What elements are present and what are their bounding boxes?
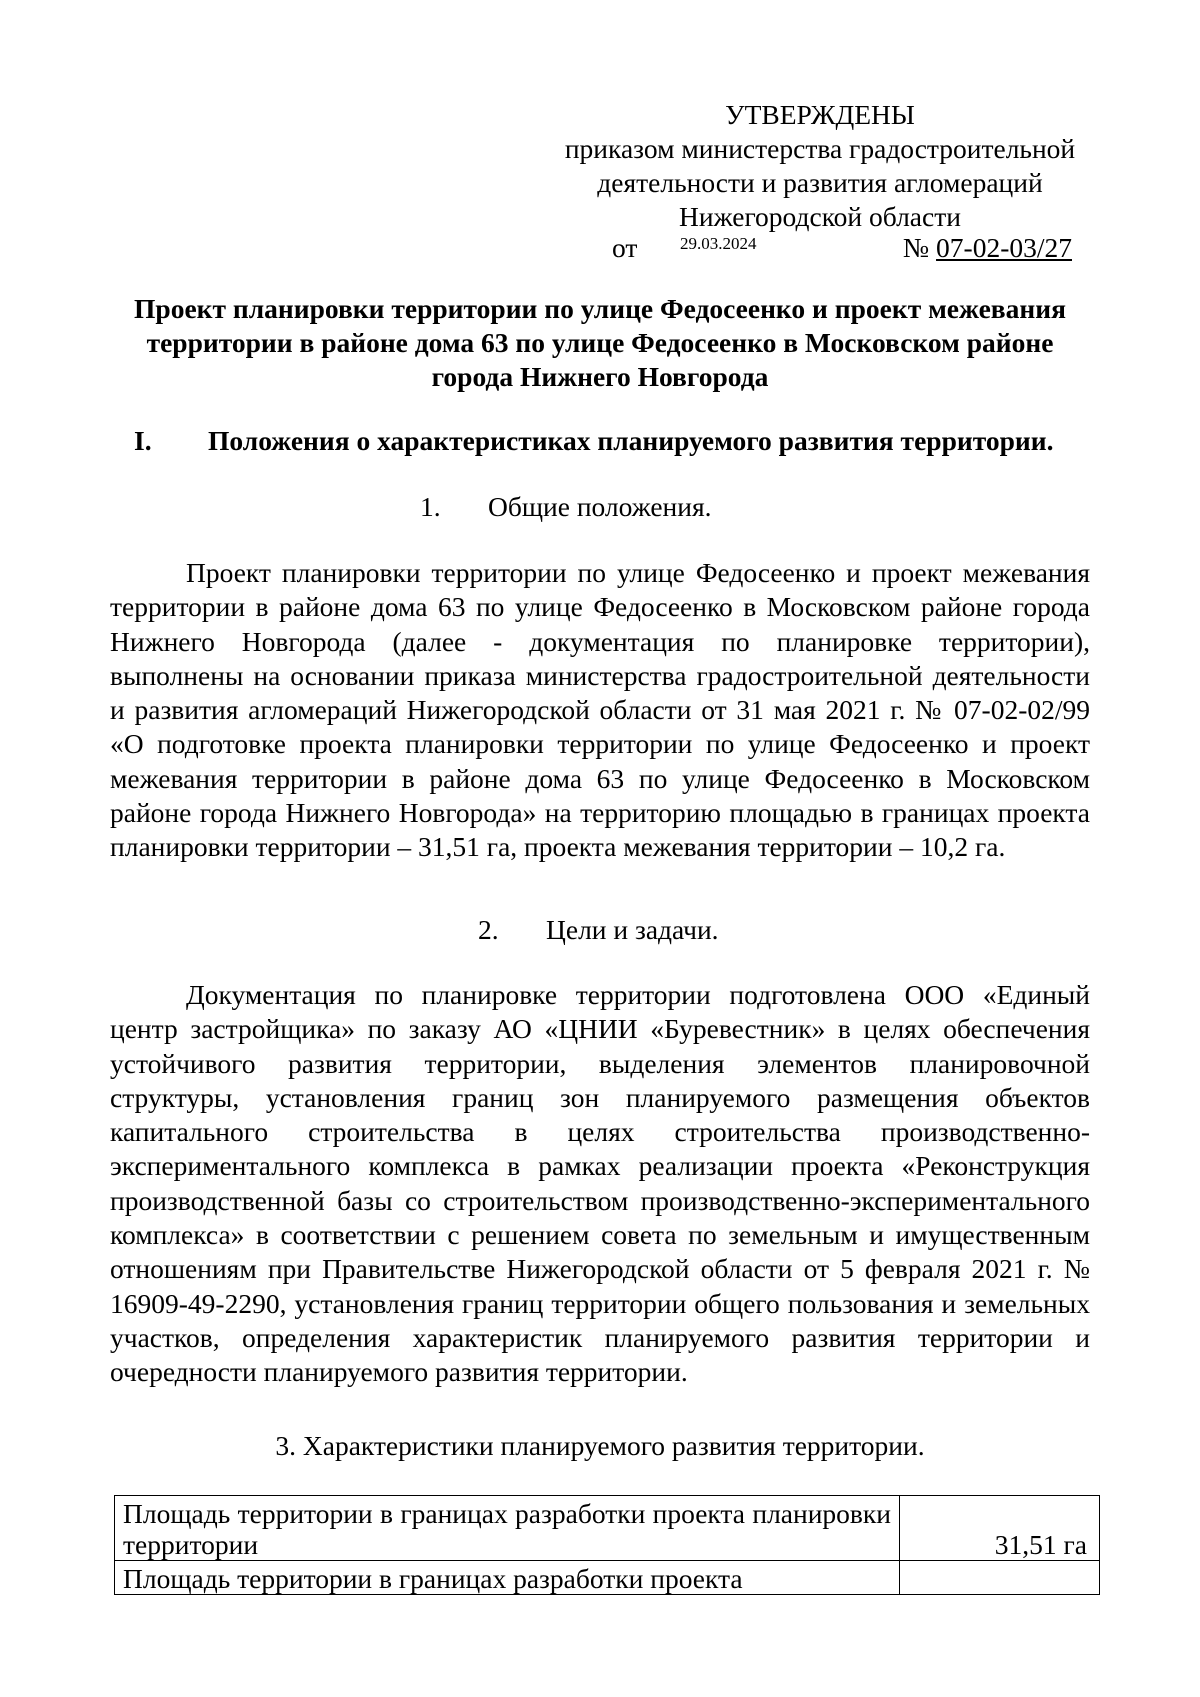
section-title: Положения о характеристиках планируемого развития территории. [208, 425, 1054, 456]
approval-number [903, 232, 1072, 264]
subsection-2-title: Цели и задачи. [546, 914, 719, 945]
paragraph-goals: Документация по планировке территории подготовлена ООО «Единый центр застройщика» по заказу АО «ЦНИИ «Буревестник» в целях обеспечения устойчивого развития территории, выделения элементов планировочной структуры, установления границ зон планируемого размещения объектов капитального строительства в целях строительства производственно-экспериментального комплекса в рамках реализации проекта «Реконструкция производственной базы со строительством производственно-экспериментального комплекса» в соответствии с решением совета по земельным и имущественным отношениям при Правительстве Нижегородской области от 5 февраля 2021 г. № 16909-49-2290, установления границ территории общего пользования и земельных участков, определения характеристик планируемого развития территории и очередности планируемого развития территории. [110, 979, 1090, 1388]
table-cell-value [900, 1561, 1100, 1595]
number-value: 07-02-03/27 [936, 232, 1072, 263]
approval-date-number [612, 232, 1072, 268]
table-cell-label: Площадь территории в границах разработки проекта [115, 1561, 900, 1595]
number-prefix: № [902, 232, 937, 263]
subsection-1-title: Общие положения. [488, 491, 712, 522]
approval-heading: УТВЕРЖДЕНЫ [725, 99, 915, 130]
approval-date: 29.03.2024 [680, 234, 757, 253]
approval-line-3: Нижегородской области [679, 201, 961, 232]
table-cell-value: 31,51 га [900, 1496, 1100, 1561]
subsection-2-number: 2. [478, 914, 499, 945]
from-label: от [612, 232, 638, 263]
subsection-3-heading: 3. Характеристики планируемого развития территории. [275, 1430, 925, 1461]
paragraph-general: Проект планировки территории по улице Федосеенко и проект межевания территории в районе дома 63 по улице Федосеенко в Московском районе города Нижнего Новгорода (далее - документация по планировке территории), выполнены на основании приказа министерства градостроительной деятельности и развития агломераций Нижегородской области от 31 мая 2021 г. № 07-02-02/99 «О подготовке проекта планировки территории по улице Федосеенко и проект межевания территории в районе дома 63 по улице Федосеенко в Московском районе города Нижнего Новгорода» на территорию площадью в границах проекта планировки территории – 31,51 га, проекта межевания территории – 10,2 га. [110, 557, 1090, 863]
characteristics-table [114, 1495, 1100, 1595]
approval-stamp [540, 98, 1100, 234]
table-row [115, 1496, 1100, 1561]
approval-line-2: деятельности и развития агломераций [597, 167, 1043, 198]
table-row [115, 1561, 1100, 1595]
document-title: Проект планировки территории по улице Федосеенко и проект межевания территории в районе дома 63 по улице Федосеенко в Московском районе города Нижнего Новгорода [134, 293, 1066, 392]
approval-line-1: приказом министерства градостроительной [564, 133, 1076, 164]
table-cell-label: Площадь территории в границах разработки проекта планировки территории [115, 1496, 900, 1561]
subsection-1-number: 1. [420, 491, 441, 522]
section-number: I. [134, 425, 152, 456]
